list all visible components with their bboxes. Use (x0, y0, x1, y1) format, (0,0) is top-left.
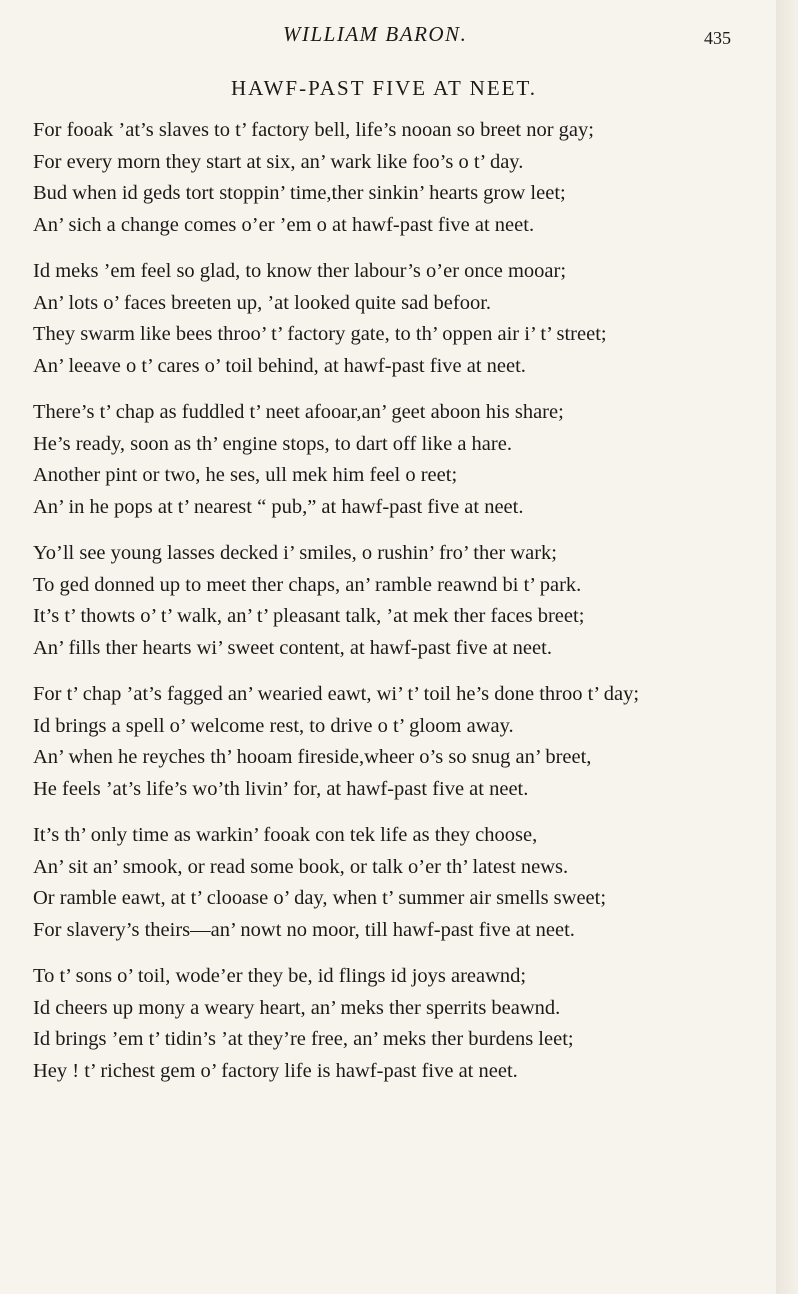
poem-line: Id brings ’em t’ tidin’s ’at they’re free, an’ meks ther burdens leet; (33, 1028, 574, 1050)
poem-line: Id meks ’em feel so glad, to know ther labour’s o’er once mooar; (33, 260, 567, 282)
stanza (33, 397, 743, 523)
poem-line: Hey ! t’ richest gem o’ factory life is hawf-past five at neet. (33, 1059, 518, 1082)
poem-line: Another pint or two, he ses, ull mek him feel o reet; (33, 464, 458, 486)
poem-line: An’ leeave o t’ cares o’ toil behind, at hawf-past five at neet. (33, 354, 526, 377)
poem-line: An’ sit an’ smook, or read some book, or talk o’er th’ latest news. (33, 855, 569, 878)
poem-title: HAWF-PAST FIVE AT NEET. (230, 76, 538, 100)
poem-body (33, 115, 743, 1102)
stanza (33, 820, 743, 946)
stanza (33, 538, 743, 664)
poem-line: It’s th’ only time as warkin’ fooak con tek life as they choose, (33, 824, 538, 846)
poem-line: An’ fills ther hearts wi’ sweet content, at hawf-past five at neet. (33, 636, 552, 659)
stanza (33, 256, 743, 382)
poem-line: To t’ sons o’ toil, wode’er they be, id flings id joys areawnd; (33, 965, 527, 987)
poem-line: An’ lots o’ faces breeten up, ’at looked quite sad befoor. (33, 291, 492, 314)
stanza (33, 961, 743, 1087)
poem-line: For every morn they start at six, an’ wark like foo’s o t’ day. (33, 150, 524, 173)
running-head-author: WILLIAM BARON. (283, 22, 468, 46)
stanza (33, 679, 743, 805)
stanza (33, 115, 743, 241)
poem-line: There’s t’ chap as fuddled t’ neet afooar,an’ geet aboon his share; (33, 401, 564, 423)
poem-line: For t’ chap ’at’s fagged an’ wearied eawt, wi’ t’ toil he’s done throo t’ day; (33, 683, 640, 705)
poem-line: For slavery’s theirs—an’ nowt no moor, till hawf-past five at neet. (33, 918, 575, 941)
poem-line: Id brings a spell o’ welcome rest, to drive o t’ gloom away. (33, 714, 514, 737)
poem-line: He feels ’at’s life’s wo’th livin’ for, at hawf-past five at neet. (33, 777, 529, 800)
page-edge (776, 0, 798, 1294)
running-head (0, 22, 776, 48)
poem-line: Or ramble eawt, at t’ clooase o’ day, when t’ summer air smells sweet; (33, 887, 607, 909)
poem-line: An’ in he pops at t’ nearest “ pub,” at hawf-past five at neet. (33, 495, 524, 518)
poem-line: For fooak ’at’s slaves to t’ factory bell, life’s nooan so breet nor gay; (33, 119, 594, 141)
poem-line: He’s ready, soon as th’ engine stops, to dart off like a hare. (33, 432, 512, 455)
poem-line: An’ sich a change comes o’er ’em o at hawf-past five at neet. (33, 213, 535, 236)
poem-line: Yo’ll see young lasses decked i’ smiles, o rushin’ fro’ ther wark; (33, 542, 557, 564)
poem-line: Bud when id geds tort stoppin’ time,ther sinkin’ hearts grow leet; (33, 182, 566, 204)
poem-line: To ged donned up to meet ther chaps, an’ ramble reawnd bi t’ park. (33, 573, 582, 596)
poem-line: It’s t’ thowts o’ t’ walk, an’ t’ pleasant talk, ’at mek ther faces breet; (33, 605, 585, 627)
poem-line: An’ when he reyches th’ hooam fireside,wheer o’s so snug an’ breet, (33, 746, 592, 768)
page-number: 435 (704, 28, 731, 48)
poem-line: Id cheers up mony a weary heart, an’ meks ther sperrits beawnd. (33, 996, 561, 1019)
poem-line: They swarm like bees throo’ t’ factory gate, to th’ oppen air i’ t’ street; (33, 323, 607, 345)
